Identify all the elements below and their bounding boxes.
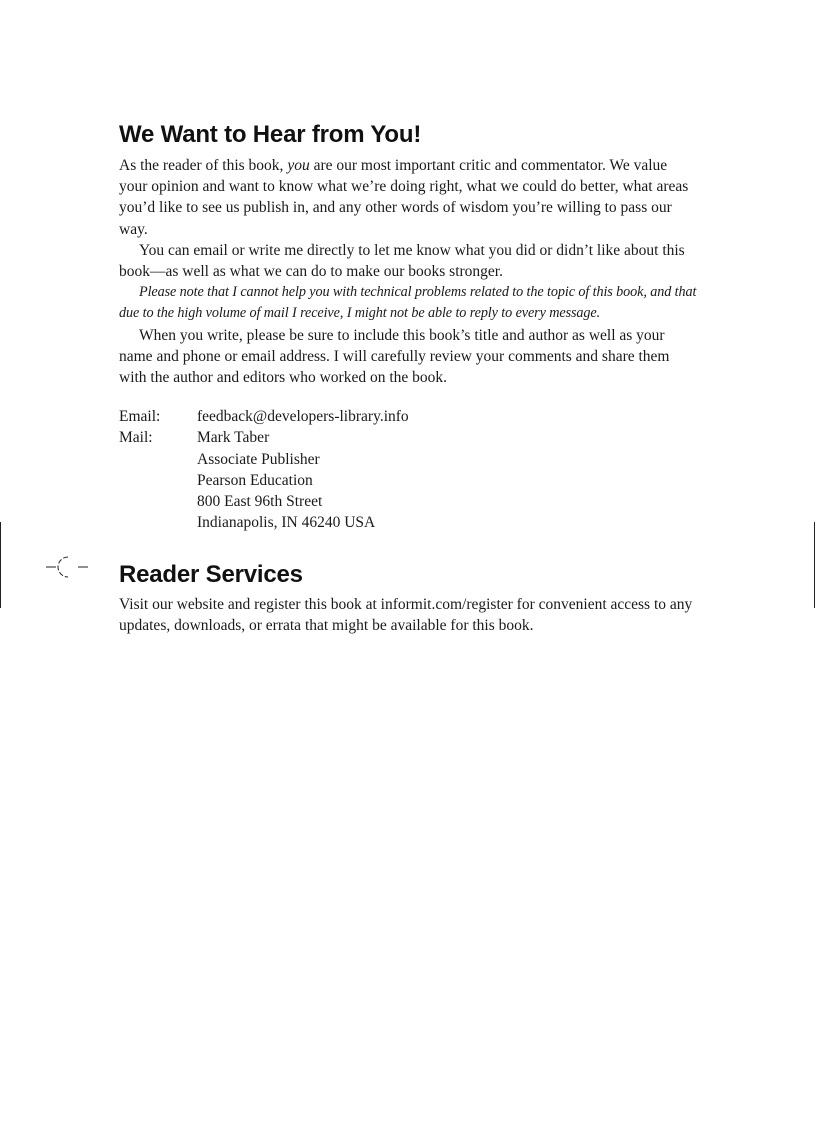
- crop-mark-right: [814, 522, 815, 608]
- intro-emphasis: you: [287, 157, 310, 174]
- email-address[interactable]: feedback@developers-library.info: [197, 408, 409, 425]
- contact-block: [119, 406, 409, 534]
- intro-section: [119, 155, 699, 388]
- mail-line-company: Pearson Education: [197, 471, 313, 489]
- contact-mail-row: [119, 427, 409, 533]
- mail-line-street: 800 East 96th Street: [197, 493, 323, 511]
- mail-address: [197, 427, 375, 533]
- paragraph-note: Please note that I cannot help you with technical problems related to the topic of this book, and that due to the high volume of mail I receive, I might not be able to reply to every message.: [119, 284, 697, 322]
- heading-reader-services: Reader Services: [119, 561, 303, 588]
- heading-hear-from-you: We Want to Hear from You!: [119, 121, 422, 148]
- paragraph-intro: [119, 155, 699, 240]
- paragraph-when-you-write: When you write, please be sure to include this book’s title and author as well as your name and phone or email address. I will carefully review your comments and share them with the author and editors who worked on the book.: [119, 326, 670, 387]
- intro-text-end: are our most important critic and commentator. We value your opinion and want to know what we’re doing right, what we could do better, what areas you’d like to see us publish in, and any other words of wisdom you’re willing to pass our way.: [119, 157, 689, 238]
- intro-text-start: As the reader of this book,: [119, 157, 288, 174]
- paragraph-reader-services: Visit our website and register this book at informit.com/register for convenient access to any updates, downloads, or errata that might be available for this book.: [119, 596, 693, 635]
- crop-mark-left: [0, 522, 1, 608]
- mail-label: Mail:: [119, 429, 153, 447]
- email-label: Email:: [119, 408, 161, 425]
- contact-email-row: [119, 406, 409, 427]
- mail-line-city: Indianapolis, IN 46240 USA: [197, 514, 376, 532]
- registration-mark-icon: [46, 554, 90, 580]
- paragraph-email-write: You can email or write me directly to let me know what you did or didn’t like about this book—as well as what we can do to make our books stronger.: [119, 241, 685, 281]
- mail-line-name: Mark Taber: [197, 429, 270, 447]
- mail-line-title: Associate Publisher: [197, 450, 320, 468]
- reader-services-section: [119, 594, 699, 636]
